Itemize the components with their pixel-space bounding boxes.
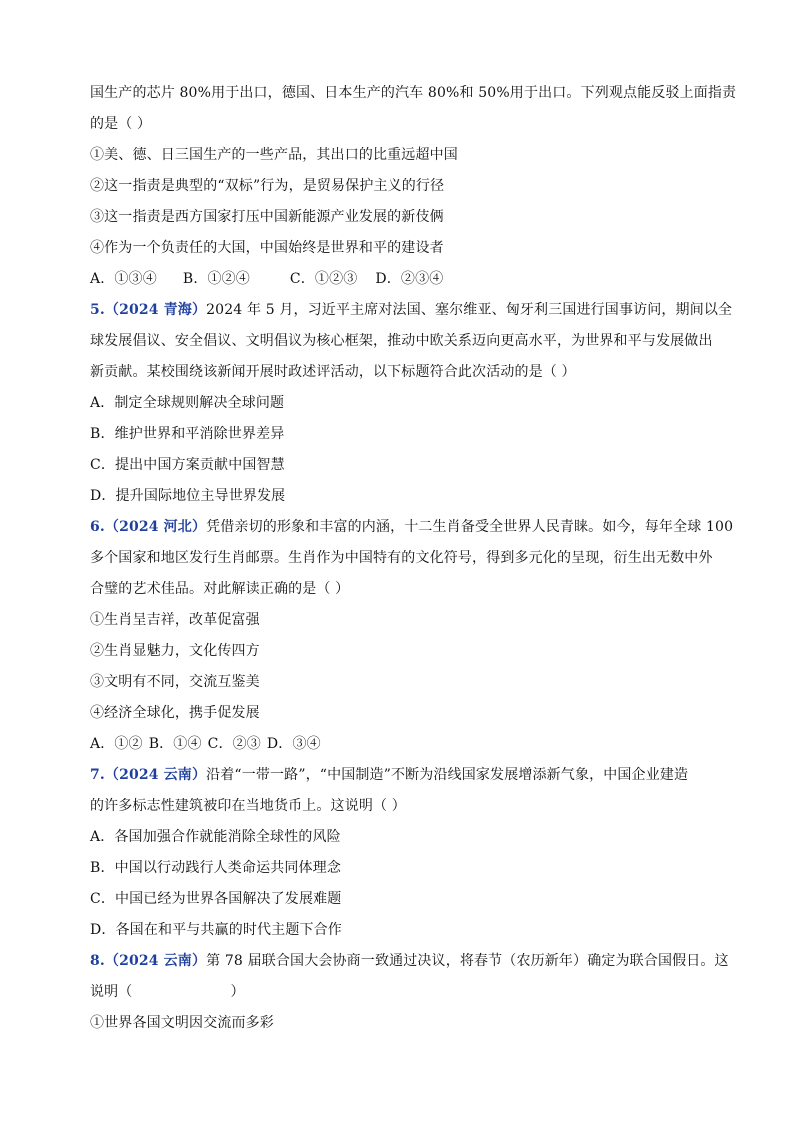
q5-option-d: D．提升国际地位主导世界发展 bbox=[90, 488, 286, 504]
q6-options bbox=[90, 729, 710, 760]
document-page bbox=[90, 78, 737, 1039]
q4-options bbox=[90, 264, 710, 295]
q8-source: （2024 云南） bbox=[104, 953, 207, 969]
q7-option-a: A．各国加强合作就能消除全球性的风险 bbox=[90, 829, 341, 845]
q8-stem-text-1: 第 78 届联合国大会协商一致通过决议，将春节（农历新年）确定为联合国假日。这 bbox=[206, 953, 729, 969]
q4-item-2: ②这一指责是典型的“双标”行为，是贸易保护主义的行径 bbox=[90, 178, 445, 194]
q7-number: 7. bbox=[90, 767, 105, 783]
q8-stem-close: ） bbox=[230, 984, 245, 1000]
q6-item-3: ③文明有不同，交流互鉴美 bbox=[90, 674, 260, 690]
q4-item-4: ④作为一个负责任的大国，中国始终是世界和平的建设者 bbox=[90, 240, 444, 256]
q5-stem-text-1: 2024 年 5 月，习近平主席对法国、塞尔维亚、匈牙利三国进行国事访问，期间以全 bbox=[206, 302, 733, 318]
q4-option-a: A．①③④ bbox=[90, 271, 157, 287]
q4-option-c: C．①②③ bbox=[289, 271, 358, 287]
q4-stem-line-1: 国生产的芯片 80%用于出口，德国、日本生产的汽车 80%和 50%用于出口。下列观点能反驳上面指责 bbox=[90, 85, 737, 101]
q5-stem-line-2: 球发展倡议、安全倡议、文明倡议为核心框架，推动中欧关系迈向更高水平，为世界和平与发展做出 bbox=[90, 333, 713, 349]
q6-stem-line-3: 合璧的艺术佳品。对此解读正确的是（ ） bbox=[90, 581, 350, 597]
q6-item-4: ④经济全球化，携手促发展 bbox=[90, 705, 260, 721]
q4-option-b: B．①②④ bbox=[182, 271, 250, 287]
q7-stem-text-1: 沿着“一带一路”，“中国制造”不断为沿线国家发展增添新气象，中国企业建造 bbox=[206, 767, 689, 783]
q5-option-a: A．制定全球规则解决全球问题 bbox=[90, 395, 285, 411]
q6-option-b: B．①④ bbox=[148, 736, 202, 752]
q7-stem-line-1 bbox=[90, 760, 710, 791]
q5-number: 5. bbox=[90, 302, 105, 318]
q8-item-1: ①世界各国文明因交流而多彩 bbox=[90, 1015, 274, 1031]
q8-number: 8. bbox=[90, 953, 105, 969]
q6-stem-line-1 bbox=[90, 512, 734, 543]
q8-stem-open: 说明（ bbox=[90, 984, 133, 1000]
q7-stem-line-2: 的许多标志性建筑被印在当地货币上。这说明（ ） bbox=[90, 798, 406, 814]
q6-item-2: ②生肖显魅力，文化传四方 bbox=[90, 643, 260, 659]
q6-stem-text-1: 凭借亲切的形象和丰富的内涵，十二生肖备受全世界人民青睐。如今，每年全球 100 bbox=[206, 519, 734, 535]
q7-option-d: D．各国在和平与共赢的时代主题下合作 bbox=[90, 922, 342, 938]
q4-stem-line-2: 的是（ ） bbox=[90, 116, 152, 132]
q6-source: （2024 河北） bbox=[104, 519, 207, 535]
q5-stem-line-3: 新贡献。某校围绕该新闻开展时政述评活动，以下标题符合此次活动的是（ ） bbox=[90, 364, 576, 380]
q5-source: （2024 青海） bbox=[104, 302, 207, 318]
q4-item-1: ①美、德、日三国生产的一些产品，其出口的比重远超中国 bbox=[90, 147, 458, 163]
q5-option-c: C．提出中国方案贡献中国智慧 bbox=[90, 457, 285, 473]
q5-stem-line-1 bbox=[90, 295, 733, 326]
q7-option-b: B．中国以行动践行人类命运共同体理念 bbox=[90, 860, 341, 876]
q7-option-c: C．中国已经为世界各国解决了发展难题 bbox=[90, 891, 342, 907]
q8-stem-line-2 bbox=[90, 977, 710, 1008]
q6-option-a: A．①② bbox=[90, 736, 143, 752]
q4-option-d: D．②③④ bbox=[375, 271, 444, 287]
q4-item-3: ③这一指责是西方国家打压中国新能源产业发展的新伎俩 bbox=[90, 209, 444, 225]
q6-option-d: D．③④ bbox=[266, 736, 321, 752]
q5-option-b: B．维护世界和平消除世界差异 bbox=[90, 426, 285, 442]
q7-source: （2024 云南） bbox=[104, 767, 207, 783]
q6-option-c: C．②③ bbox=[207, 736, 261, 752]
q8-stem-line-1 bbox=[90, 946, 729, 977]
q6-item-1: ①生肖呈吉祥，改革促富强 bbox=[90, 612, 260, 628]
q6-number: 6. bbox=[90, 519, 105, 535]
q6-stem-line-2: 多个国家和地区发行生肖邮票。生肖作为中国特有的文化符号，得到多元化的呈现，衍生出无数中外 bbox=[90, 550, 713, 566]
